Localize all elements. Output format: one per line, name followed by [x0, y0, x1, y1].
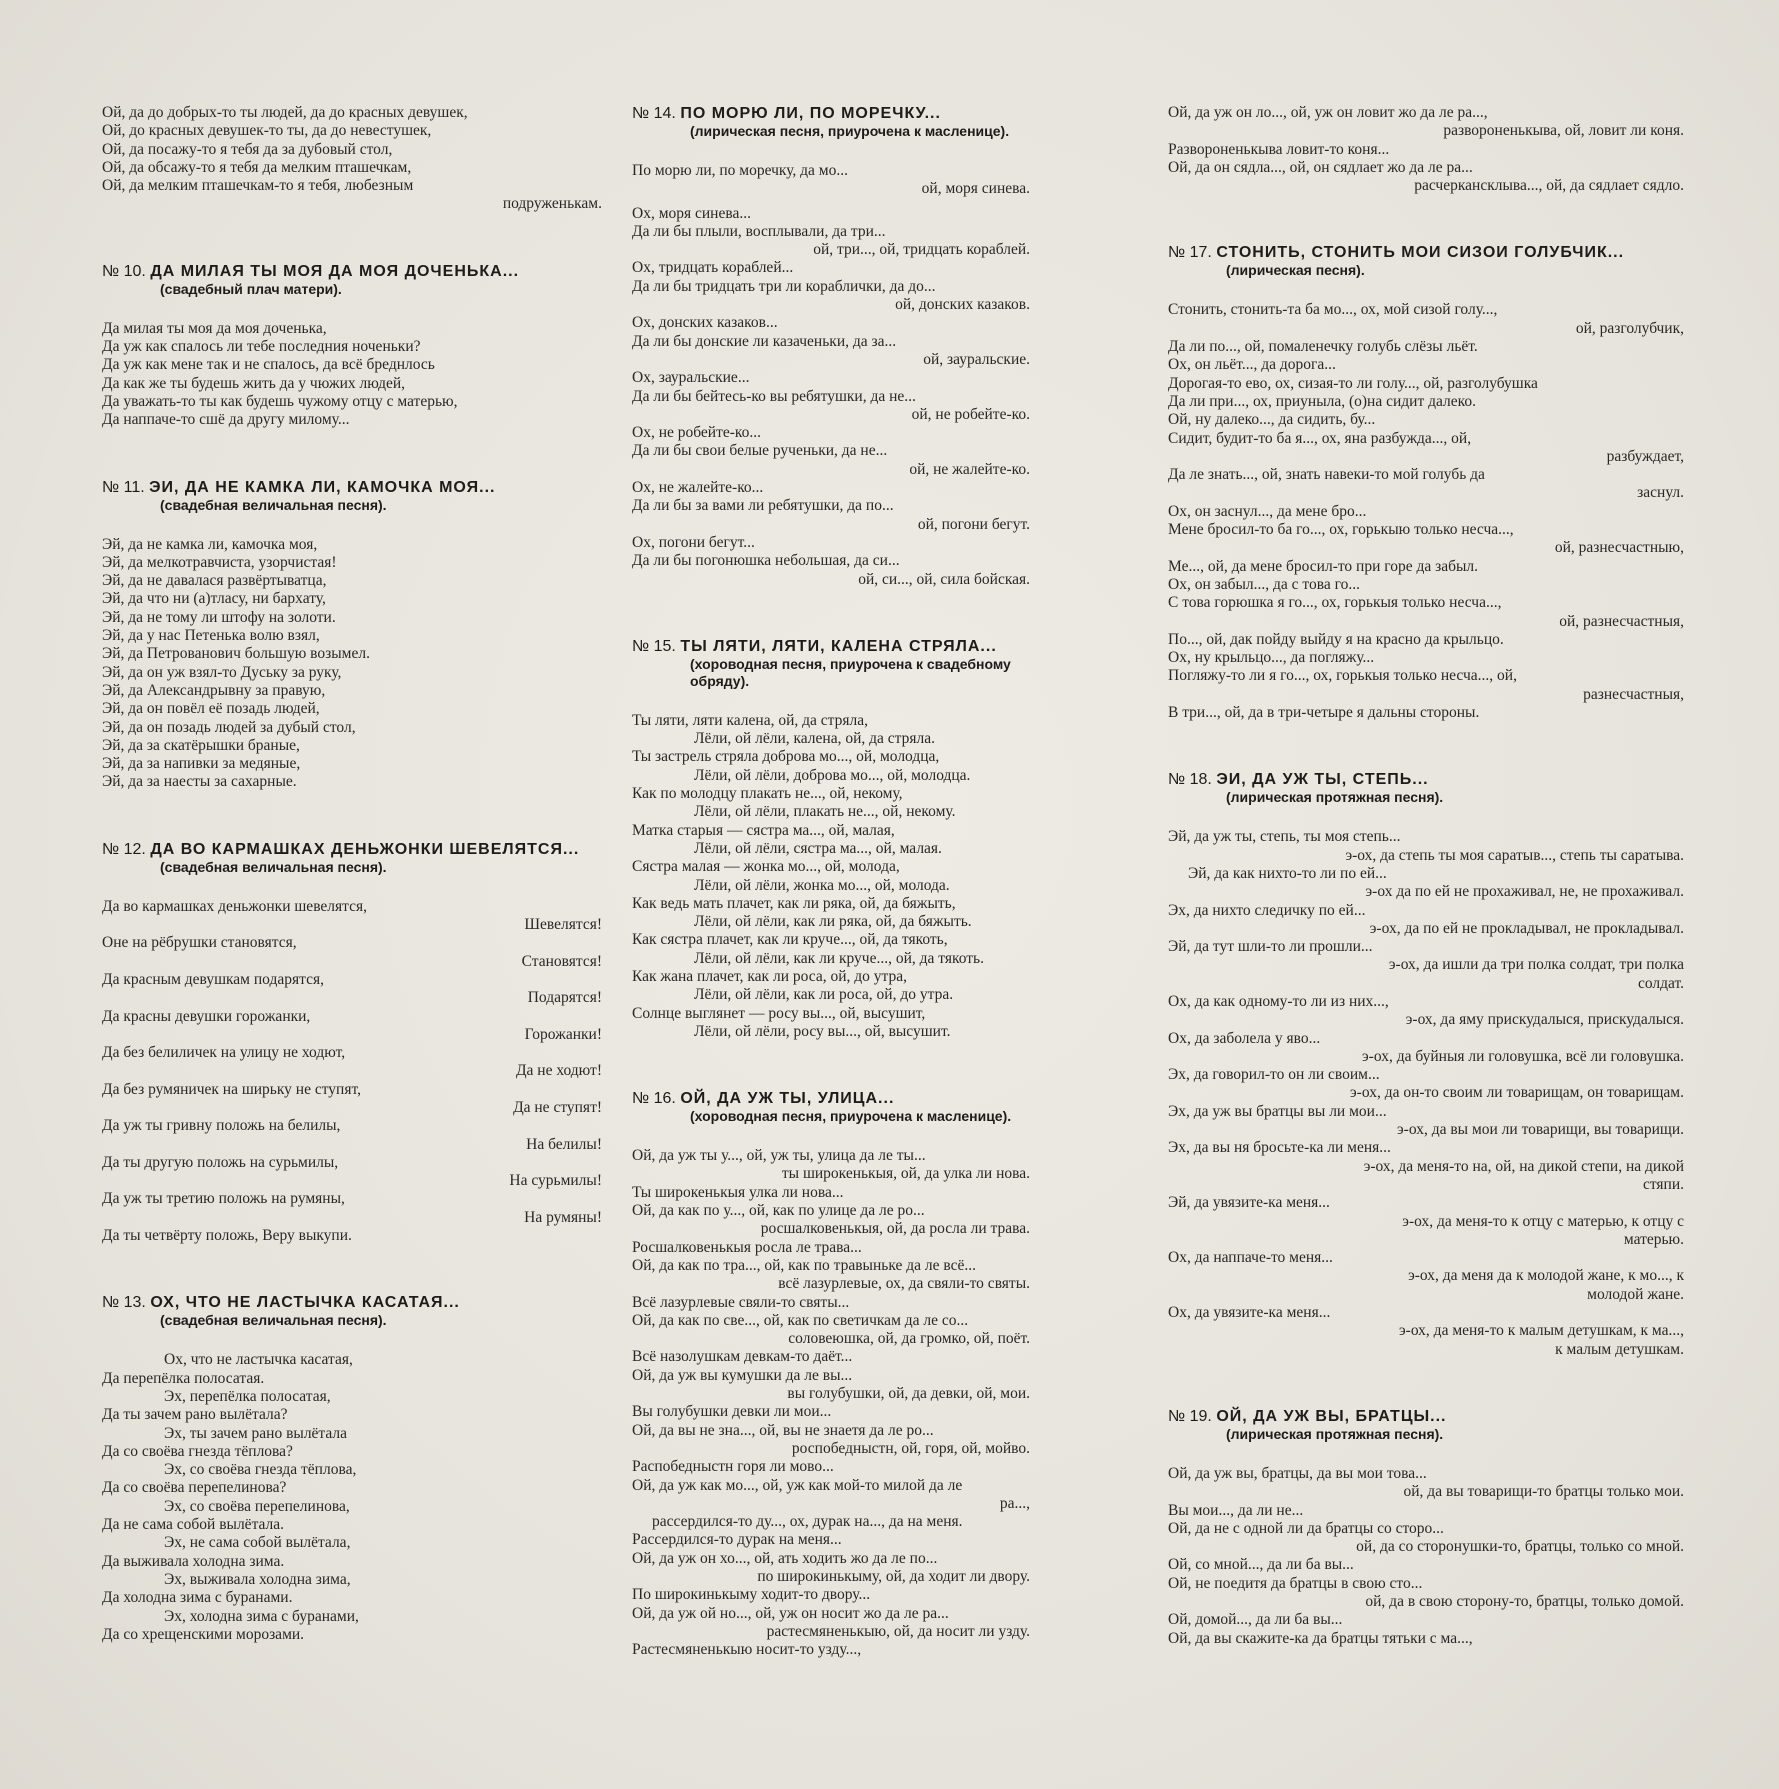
song-block [102, 262, 602, 430]
verse-line: Вы голубушки девки ли мои... [632, 1403, 832, 1421]
verse-line: Ой, да уж вы, братцы, да вы мои това... [1168, 1464, 1427, 1482]
song-block [1168, 104, 1684, 195]
verse-line: Да уважать-то ты как будешь чужому отцу с матерью, [102, 392, 458, 410]
verse-line: Да ли бы тридцать три ли кораблички, да до... [632, 277, 936, 295]
verse-line: Эх, перепёлка полосатая, [164, 1387, 331, 1405]
verse-line: Ой, да уж он ло..., ой, уж он ловит жо да ле ра..., [1168, 104, 1488, 121]
verse-line: Да уж как спалось ли тебе последния ноченьки? [102, 338, 421, 356]
column-middle [632, 104, 1030, 1707]
verse-line: Лёли, ой лёли, плакать не..., ой, некому. [694, 803, 956, 821]
verse-line: Да со хрещенскими морозами. [102, 1625, 305, 1643]
verse-line: Ох, он льёт..., да дорога... [1168, 356, 1336, 374]
verse-line: молодой жане. [1587, 1285, 1684, 1303]
verse-line: Ой, да вы скажите-ка да братцы тятьки с ма..., [1168, 1629, 1473, 1647]
song-number: № 19. [1168, 1407, 1212, 1425]
verse-line: Ты ляти, ляти калена, ой, да стряла, [632, 711, 868, 729]
verse-text [1168, 828, 1684, 1359]
verse-line: Развороненькыва ловит-то коня... [1168, 140, 1390, 158]
verse-line: Эй, да за напивки за медяные, [102, 755, 301, 773]
verse-line: На сурьмилы! [509, 1172, 602, 1190]
song-subtitle: обряду). [690, 672, 750, 689]
verse-line: э-ох, да яму прискудалыся, прискудалыся. [1405, 1011, 1684, 1029]
verse-line: Да со своёва гнезда тёплова? [102, 1442, 293, 1460]
verse-line: Ой, да уж ты у..., ой, уж ты, улица да ле ты... [632, 1147, 926, 1165]
verse-line: Эй, да уж ты, степь, ты моя степь... [1168, 828, 1401, 846]
verse-line: Мене бросил-то ба го..., ох, горькыю только несча..., [1168, 521, 1514, 539]
verse-line: На белилы! [526, 1135, 602, 1153]
verse-line: Да холодна зима с буранами. [102, 1589, 293, 1607]
song-block [1168, 243, 1684, 722]
verse-line: Эй, да за скатёрышки браные, [102, 736, 300, 754]
verse-line: Да уж ты третию положь на румяны, [102, 1190, 345, 1208]
song-heading [1168, 1407, 1684, 1443]
verse-line: росшалковенькыя, ой, да росла ли трава. [760, 1220, 1030, 1238]
song-block [102, 104, 602, 214]
verse-line: э-ох да по ей не прохаживал, не, не прохаживал. [1365, 883, 1684, 901]
verse-line: Да ты зачем рано вылётала? [102, 1406, 288, 1424]
verse-line: роспобедныстн, ой, горя, ой, мойво. [791, 1439, 1030, 1457]
verse-line: Да не ступят! [513, 1098, 602, 1116]
verse-line: Да без белиличек на улицу не ходют, [102, 1044, 346, 1062]
verse-line: Ой, да уж вы кумушки да ле вы... [632, 1366, 853, 1384]
song-subtitle: (лирическая песня, приурочена к масленице). [690, 123, 1010, 139]
verse-line: ра..., [999, 1494, 1030, 1512]
song-block [632, 1089, 1030, 1659]
verse-line: Да ты другую положь на сурьмилы, [102, 1153, 339, 1171]
song-subtitle: (свадебная величальная песня). [160, 496, 387, 513]
verse-line: к малым детушкам. [1555, 1340, 1684, 1358]
verse-line: стяпи. [1642, 1175, 1684, 1193]
song-subtitle: (лирическая протяжная песня). [1226, 1425, 1444, 1442]
song-heading [632, 1089, 1030, 1125]
verse-line: Лёли, ой лёли, как ли ряка, ой, да бяжыть. [694, 913, 972, 931]
verse-line: подруженькам. [502, 195, 602, 213]
verse-line: разбуждает, [1606, 447, 1684, 465]
verse-text [102, 536, 602, 792]
verse-line: ой, разнесчастныя, [1559, 612, 1684, 630]
verse-line: Ой, да мелким пташечкам-то я тебя, любезным [102, 177, 414, 195]
song-number: № 15. [632, 637, 676, 655]
verse-line: Эй, да что ни (а)тласу, ни бархату, [102, 590, 326, 608]
verse-line: Вы мои..., да ли не... [1168, 1501, 1304, 1519]
song-subtitle: (свадебная величальная песня). [160, 858, 387, 875]
verse-line: э-ох, да меня-то к отцу с матерью, к отцу с [1402, 1212, 1684, 1230]
verse-line: Матка старыя — сястра ма..., ой, малая, [632, 821, 895, 839]
song-heading [1168, 243, 1684, 279]
verse-text [1168, 301, 1684, 722]
song-title: СТОНИТЬ, СТОНИТЬ МОИ СИЗОИ ГОЛУБЧИК... [1216, 244, 1625, 262]
verse-line: В три..., ой, да в три-четыре я дальны стороны. [1168, 704, 1480, 722]
verse-line: Ой, да уж как мо..., ой, уж как мой-то милой да ле [632, 1476, 963, 1494]
song-subtitle: (лирическая протяжная песня). [1226, 789, 1444, 806]
verse-line: Да наппаче-то сшё да другу милому... [102, 411, 350, 429]
verse-line: Подарятся! [527, 989, 602, 1007]
verse-line: Сидит, будит-то ба я..., ох, яна разбужда..., ой, [1168, 429, 1472, 447]
song-heading [632, 104, 1030, 140]
song-title: ЭИ, ДА НЕ КАМКА ЛИ, КАМОЧКА МОЯ... [149, 478, 496, 496]
verse-line: Да ли бы погонюшка небольшая, да си... [632, 552, 900, 570]
verse-line: Да выживала холодна зима. [102, 1552, 285, 1570]
verse-line: Ох, зауральские... [632, 369, 750, 387]
song-heading [102, 1293, 602, 1329]
verse-line: Ох, не жалейте-ко... [632, 479, 764, 497]
verse-text [102, 898, 602, 1246]
verse-line: ой, разголубчик, [1575, 319, 1684, 337]
column-right [1168, 104, 1684, 1696]
verse-line: ой, си..., ой, сила бойская. [858, 570, 1030, 588]
verse-line: Становятся! [521, 952, 602, 970]
verse-text [632, 162, 1030, 589]
song-number: № 11. [102, 478, 145, 496]
verse-line: Да не ходют! [515, 1062, 602, 1080]
verse-text [102, 1351, 602, 1644]
verse-line: Эй, да Александрывну за правую, [102, 681, 326, 699]
song-title: ОХ, ЧТО НЕ ЛАСТЫЧКА КАСАТАЯ... [150, 1294, 460, 1312]
verse-line: Ой, да он сядла..., ой, он сядлает жо да ле ра... [1168, 158, 1473, 176]
verse-line: Ой, до красных девушек-то ты, да до невестушек, [102, 122, 432, 140]
verse-line: Всё назолушкам девкам-то даёт... [632, 1348, 853, 1366]
verse-line: э-ох, да по ей не прокладывал, не прокладывал. [1369, 919, 1684, 937]
verse-line: Да красны девушки горожанки, [102, 1007, 311, 1025]
song-number: № 12. [102, 840, 146, 858]
verse-line: ой, да вы товарищи-то братцы только мои. [1403, 1483, 1684, 1501]
verse-line: Ой, не поедитя да братцы в свою сто... [1168, 1574, 1423, 1592]
verse-line: Шевелятся! [524, 916, 602, 934]
verse-line: Ой, да уж он хо..., ой, ать ходить жо да ле по... [632, 1549, 938, 1567]
verse-line: Эх, да уж вы братцы вы ли мои... [1168, 1102, 1387, 1120]
verse-line: Лёли, ой лёли, калена, ой, да стряла. [694, 730, 935, 748]
verse-line: Ох, да наппаче-то меня... [1168, 1249, 1333, 1267]
verse-line: Да ли бы за вами ли ребятушки, да по... [632, 497, 894, 515]
verse-line: Ой, да как по тра..., ой, как по травыньке да ле всё... [632, 1256, 976, 1274]
verse-line: по широкинькыму, ой, да ходит ли двору. [757, 1568, 1030, 1585]
verse-line: Да ле знать..., ой, знать навеки-то мой голубь да [1168, 466, 1485, 484]
verse-line: Эй, да Петрованович большую возымел. [102, 645, 370, 663]
song-title: ЭИ, ДА УЖ ТЫ, СТЕПЬ... [1216, 771, 1429, 789]
verse-line: Эй, да у нас Петенька волю взял, [102, 627, 320, 645]
verse-line: Лёли, ой лёли, жонка мо..., ой, молода. [694, 876, 950, 894]
verse-line: Рассердился-то дурак на меня... [632, 1531, 842, 1549]
song-subtitle: (хороводная песня, приурочена к масленице). [690, 1108, 1012, 1125]
song-block [102, 840, 602, 1246]
verse-line: Ох, да заболела у яво... [1168, 1029, 1321, 1047]
verse-line: Эх, со своёва гнезда тёплова, [164, 1461, 357, 1479]
verse-line: Ой, да до добрых-то ты людей, да до красных девушек, [102, 104, 468, 121]
song-heading [102, 478, 602, 514]
verse-line: разнесчастныя, [1583, 685, 1684, 703]
verse-line: Солнце выглянет — росу вы..., ой, высушит, [632, 1004, 926, 1022]
verse-line: Да ли по..., ой, помаленечку голубь слёзы льёт. [1168, 338, 1478, 356]
verse-line: Да ли бы плыли, восплывали, да три... [632, 222, 886, 240]
verse-line: Ой, со мной..., да ли ба вы... [1168, 1556, 1354, 1574]
verse-line: Ты застрель стряла доброва мо..., ой, молодца, [632, 748, 940, 766]
song-subtitle: (свадебная величальная песня). [160, 1312, 387, 1329]
verse-line: Всё лазурлевые свяли-то святы... [632, 1293, 850, 1311]
verse-line: Ме..., ой, да мене бросил-то при горе да забыл. [1168, 557, 1479, 575]
verse-line: Ох, он забыл..., да с това го... [1168, 575, 1360, 593]
verse-line: рассердился-то ду..., ох, дурак на..., да на меня. [652, 1513, 963, 1531]
verse-line: Как по молодцу плакать не..., ой, некому, [632, 785, 903, 803]
verse-line: Эй, да не камка ли, камочка моя, [102, 535, 318, 553]
verse-line: Лёли, ой лёли, доброва мо..., ой, молодца. [694, 766, 971, 784]
verse-line: Как ведь мать плачет, как ли ряка, ой, да бяжыть, [632, 894, 956, 912]
song-title: ОЙ, ДА УЖ ВЫ, БРАТЦЫ... [1216, 1407, 1447, 1425]
verse-line: Лёли, ой лёли, как ли круче..., ой, да тякоть. [694, 949, 984, 967]
song-title: ПО МОРЮ ЛИ, ПО МОРЕЧКУ... [680, 105, 941, 122]
verse-line: Ой, домой..., да ли ба вы... [1168, 1611, 1343, 1629]
song-block [632, 104, 1030, 589]
verse-line: Да не сама собой вылётала. [102, 1516, 285, 1534]
verse-line: Ох, да увязите-ка меня... [1168, 1304, 1331, 1322]
song-heading [102, 840, 602, 876]
verse-line: э-ох, да он-то своим ли товарищам, он товарищам. [1350, 1084, 1684, 1102]
verse-line: Ой, да посажу-то я тебя да за дубовый стол, [102, 140, 393, 158]
verse-line: Эй, да мелкотравчиста, узорчистая! [102, 553, 337, 571]
song-title: ОЙ, ДА УЖ ТЫ, УЛИЦА... [680, 1090, 895, 1108]
verse-line: Да ли бы свои белые рученьки, да не... [632, 442, 888, 460]
verse-line: ой, три..., ой, тридцать кораблей. [813, 241, 1030, 259]
verse-line: Эй, да увязите-ка меня... [1168, 1194, 1330, 1212]
song-block [102, 1293, 602, 1644]
verse-line: Как сястра плачет, как ли круче..., ой, да тякоть, [632, 931, 948, 949]
verse-line: Ой, да обсажу-то я тебя да мелким пташечкам, [102, 158, 412, 176]
verse-text [102, 320, 602, 430]
verse-line: Эй, да не давалася развёртыватца, [102, 572, 327, 590]
verse-line: Распобедныстн горя ли мово... [632, 1458, 834, 1476]
verse-line: Да милая ты моя да моя доченька, [102, 319, 327, 337]
song-heading [102, 262, 602, 298]
verse-line: э-ох, да ишли да три полка солдат, три полка [1388, 956, 1684, 974]
verse-line: ой, разнесчастныю, [1554, 539, 1684, 557]
verse-line: Лёли, ой лёли, росу вы..., ой, высушит. [694, 1022, 951, 1040]
verse-line: Ох, моря синева... [632, 204, 751, 222]
verse-line: Ой, да уж ой но..., ой, уж он носит жо да ле ра... [632, 1604, 949, 1622]
verse-line: развороненькыва, ой, ловит ли коня. [1443, 122, 1684, 140]
verse-line: Эй, да он позадь людей за дубый стол, [102, 718, 356, 736]
verse-line: По широкинькыму ходит-то двору... [632, 1586, 871, 1604]
song-block [102, 478, 602, 792]
song-heading [632, 637, 1030, 690]
verse-line: ой, донских казаков. [895, 296, 1030, 314]
verse-line: матерью. [1623, 1230, 1684, 1248]
verse-line: Ох, он заснул..., да мене бро... [1168, 502, 1367, 520]
verse-line: Ой, да как по у..., ой, как по улице да ле ро... [632, 1202, 925, 1220]
song-block [1168, 1407, 1684, 1648]
verse-line: Ох, что не ластычка касатая, [164, 1351, 353, 1369]
verse-line: Да ли при..., ох, приуныла, (о)на сидит далеко. [1168, 392, 1476, 410]
song-heading [1168, 770, 1684, 806]
verse-line: Лёли, ой лёли, сястра ма..., ой, малая. [694, 839, 942, 857]
verse-line: ой, не жалейте-ко. [909, 460, 1030, 478]
song-block [1168, 770, 1684, 1359]
verse-line: Эх, да вы ня бросьте-ка ли меня... [1168, 1139, 1391, 1157]
verse-line: Да уж как мене так и не спалось, да всё бреднлось [102, 356, 435, 374]
verse-line: Ой, ну далеко..., да сидить, бу... [1168, 411, 1376, 429]
song-number: № 10. [102, 262, 146, 280]
verse-line: э-ох, да меня-то к малым детушкам, к ма..., [1399, 1322, 1684, 1340]
verse-text [632, 712, 1030, 1041]
verse-line: ой, не робейте-ко. [911, 405, 1030, 423]
verse-line: Росшалковенькыя росла ле трава... [632, 1238, 862, 1256]
verse-line: всё лазурлевые, ох, да свяли-то святы. [778, 1275, 1030, 1293]
verse-line: Эй, да тут шли-то ли прошли... [1168, 938, 1373, 956]
verse-line: э-ох, да меня да к молодой жане, к мо..., к [1408, 1267, 1684, 1285]
song-block [632, 637, 1030, 1041]
verse-line: Эй, да за наесты за сахарные. [102, 773, 297, 791]
verse-line: Да во кармашках деньжонки шевелятся, [102, 897, 368, 915]
verse-line: По морю ли, по моречку, да мо... [632, 162, 848, 179]
verse-line: Стонить, стонить-та ба мо..., ох, мой сизой голу..., [1168, 301, 1498, 319]
song-title: ДА ВО КАРМАШКАХ ДЕНЬЖОНКИ ШЕВЕЛЯТСЯ... [150, 840, 580, 858]
verse-line: э-ох, да меня-то на, ой, на дикой степи, на дикой [1363, 1157, 1684, 1175]
verse-line: Ох, не робейте-ко... [632, 424, 762, 442]
verse-line: Ох, погони бегут... [632, 533, 755, 551]
verse-line: Ой, да вы не зна..., ой, вы не знаетя да ле ро... [632, 1421, 934, 1439]
verse-line: Да ли бы бейтесь-ко вы ребятушки, да не... [632, 387, 916, 405]
verse-line: заснул. [1637, 484, 1684, 502]
song-number: № 13. [102, 1294, 146, 1312]
verse-line: ой, погони бегут. [917, 515, 1030, 533]
song-number: № 14. [632, 105, 676, 122]
verse-line: Ох, ну крыльцо..., да погляжу... [1168, 649, 1375, 667]
verse-line: На румяны! [524, 1208, 602, 1226]
verse-line: Ой, да как по све..., ой, как по светичкам да ле со... [632, 1311, 969, 1329]
verse-line: По..., ой, дак пойду выйду я на красно да крыльцо. [1168, 630, 1504, 648]
verse-line: Ох, да как одному-то ли из них..., [1168, 992, 1389, 1010]
song-subtitle: (свадебный плач матери). [160, 280, 342, 297]
verse-line: Эх, холодна зима с буранами, [164, 1607, 359, 1625]
verse-line: Эх, не сама собой вылётала, [164, 1534, 351, 1552]
verse-line: растесмяненькыю, ой, да носит ли узду. [766, 1622, 1030, 1640]
verse-line: Ой, да не с одной ли да братцы со сторо... [1168, 1519, 1444, 1537]
verse-line: Да ли бы донские ли казаченьки, да за... [632, 332, 897, 350]
verse-line: Дорогая-то ево, ох, сизая-то ли голу..., ой, разголубушка [1168, 374, 1538, 392]
verse-line: Да перепёлка полосатая. [102, 1369, 265, 1387]
verse-line: Эй, да он уж взял-то Дуську за руку, [102, 663, 342, 681]
verse-line: ой, да в свою сторону-то, братцы, только домой. [1365, 1593, 1684, 1610]
verse-line: Да без румяничек на ширьку не ступят, [102, 1080, 361, 1098]
verse-line: Да со своёва перепелинова? [102, 1479, 287, 1497]
verse-line: Да ты четвёрту положь, Веру выкупи. [102, 1227, 352, 1245]
verse-line: солдат. [1637, 974, 1684, 992]
verse-line: Ты широкенькыя улка ли нова... [632, 1183, 844, 1201]
verse-text [102, 104, 602, 214]
verse-line: Сястра малая — жонка мо..., ой, молода, [632, 858, 900, 876]
verse-line: Как жана плачет, как ли роса, ой, до утра, [632, 967, 907, 985]
verse-line: Эй, да как нихто-то ли по ей... [1188, 864, 1387, 882]
song-title: ТЫ ЛЯТИ, ЛЯТИ, КАЛЕНА СТРЯЛА... [680, 637, 997, 655]
verse-line: ой, моря синева. [921, 180, 1030, 198]
song-title: ДА МИЛАЯ ТЫ МОЯ ДА МОЯ ДОЧЕНЬКА... [150, 262, 520, 280]
verse-line: Лёли, ой лёли, как ли роса, ой, до утра. [694, 986, 954, 1004]
verse-line: ой, зауральские. [923, 350, 1030, 368]
verse-line: э-ох, да буйныя ли головушка, всё ли головушка. [1362, 1047, 1684, 1065]
song-subtitle: (хороводная песня, приурочена к свадебному [690, 655, 1011, 672]
verse-line: Оне на рёбрушки становятся, [102, 934, 297, 952]
verse-line: расчеркансклыва..., ой, да сядлает сядло. [1414, 177, 1684, 195]
verse-line: вы голубушки, ой, да девки, ой, мои. [787, 1385, 1030, 1403]
verse-line: Эх, да говорил-то он ли своим... [1168, 1066, 1380, 1084]
song-number: № 18. [1168, 771, 1212, 789]
verse-line: Ох, донских казаков... [632, 314, 778, 332]
verse-text [1168, 104, 1684, 195]
verse-line: Эй, да он повёл её позадь людей, [102, 700, 320, 718]
verse-line: Горожанки! [524, 1025, 602, 1043]
verse-line: соловеюшка, ой, да громко, ой, поёт. [788, 1330, 1030, 1348]
verse-line: Погляжу-то ли я го..., ох, горькыя только несча..., ой, [1168, 667, 1517, 685]
column-left [102, 104, 602, 1692]
verse-line: Эх, ты зачем рано вылётала [164, 1424, 348, 1442]
verse-text [632, 1147, 1030, 1659]
verse-text [1168, 1465, 1684, 1648]
verse-line: С това горюшка я го..., ох, горькыя только несча..., [1168, 594, 1502, 612]
verse-line: Эх, выживала холодна зима, [164, 1570, 351, 1588]
verse-line: ой, да со сторонушки-то, братцы, только со мной. [1356, 1538, 1684, 1556]
verse-line: Эх, да нихто следичку по ей... [1168, 901, 1366, 919]
song-number: № 17. [1168, 244, 1212, 262]
verse-line: Растесмяненькыю носит-то узду..., [632, 1641, 862, 1659]
verse-line: Ох, тридцать кораблей... [632, 259, 794, 277]
verse-line: Да уж ты гривну положь на белилы, [102, 1117, 341, 1135]
verse-line: Да как же ты будешь жить да у чюжих людей, [102, 374, 406, 392]
song-number: № 16. [632, 1090, 676, 1108]
verse-line: Эй, да не тому ли штофу на золоти. [102, 608, 336, 626]
verse-line: Да красным девушкам подарятся, [102, 970, 324, 988]
verse-line: ты широкенькыя, ой, да улка ли нова. [781, 1165, 1030, 1183]
verse-line: Эх, со своёва перепелинова, [164, 1497, 350, 1515]
verse-line: э-ох, да степь ты моя саратыв..., степь ты саратыва. [1345, 846, 1684, 864]
song-subtitle: (лирическая песня). [1226, 262, 1365, 279]
verse-line: э-ох, да вы мои ли товарищи, вы товарищи. [1397, 1121, 1684, 1139]
